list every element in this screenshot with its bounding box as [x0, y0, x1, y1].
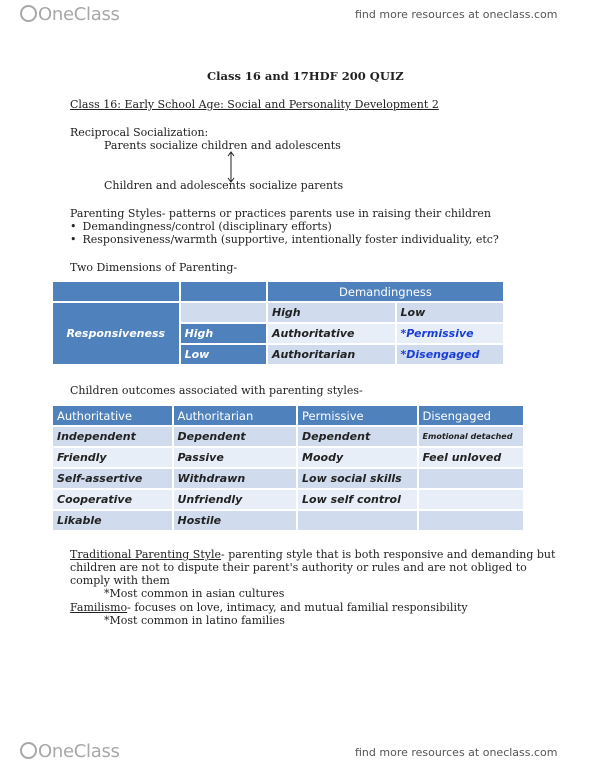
table-cell: Low self control: [298, 490, 417, 509]
col-header-permissive: Permissive: [298, 406, 417, 425]
table-row: [53, 469, 523, 488]
table-cell: Emotional detached: [419, 427, 523, 446]
table-cell: [53, 282, 179, 301]
table-cell: Cooperative: [53, 490, 172, 509]
dimensions-table: [51, 280, 505, 366]
traditional-line-1: Traditional Parenting Style- parenting style that is both responsive and demanding but: [70, 548, 556, 561]
class-heading: Class 16: Early School Age: Social and Personality Development 2: [70, 98, 439, 111]
parenting-styles-heading: Parenting Styles- patterns or practices parents use in raising their children: [70, 207, 491, 220]
traditional-line-2: children are not to dispute their parent's authority or rules and are not obliged to: [70, 561, 527, 574]
bullet-responsiveness: • Responsiveness/warmth (supportive, intentionally foster individuality, etc?: [70, 233, 499, 246]
reciprocal-heading: Reciprocal Socialization:: [70, 126, 209, 139]
table-row: [53, 282, 503, 301]
permissive-cell: *Permissive: [397, 324, 504, 343]
table-cell: Dependent: [298, 427, 417, 446]
responsiveness-header: Responsiveness: [53, 303, 179, 364]
table-cell: Withdrawn: [174, 469, 297, 488]
table-cell: Self-assertive: [53, 469, 172, 488]
two-dimensions-heading: Two Dimensions of Parenting-: [70, 261, 238, 274]
resp-high: High: [181, 324, 266, 343]
table-row: [53, 448, 523, 467]
table-cell: Unfriendly: [174, 490, 297, 509]
table-cell: [419, 490, 523, 509]
table-cell: Low social skills: [298, 469, 417, 488]
resp-low: Low: [181, 345, 266, 364]
demandingness-header: Demandingness: [268, 282, 503, 301]
table-row: [53, 490, 523, 509]
logo-ring-icon: [20, 5, 37, 22]
table-row: [53, 303, 503, 322]
table-cell: Dependent: [174, 427, 297, 446]
table-cell: Moody: [298, 448, 417, 467]
reciprocal-line-1: Parents socialize children and adolescents: [104, 139, 341, 152]
logo-ring-icon: [20, 742, 37, 759]
traditional-line-3: comply with them: [70, 574, 170, 587]
demand-high: High: [268, 303, 395, 322]
table-cell: Independent: [53, 427, 172, 446]
table-row: [53, 427, 523, 446]
table-row: [53, 511, 523, 530]
table-cell: Likable: [53, 511, 172, 530]
traditional-term: Traditional Parenting Style: [70, 548, 222, 561]
table-cell: [419, 469, 523, 488]
familismo-line: Familismo- focuses on love, intimacy, and mutual familial responsibility: [70, 601, 468, 614]
traditional-note: *Most common in asian cultures: [104, 587, 285, 600]
outcomes-heading: Children outcomes associated with parenting styles-: [70, 384, 363, 397]
header-link[interactable]: find more resources at oneclass.com: [355, 8, 558, 21]
col-header-authoritative: Authoritative: [53, 406, 172, 425]
table-cell: [181, 282, 266, 301]
footer-link[interactable]: find more resources at oneclass.com: [355, 746, 558, 759]
col-header-authoritarian: Authoritarian: [174, 406, 297, 425]
table-cell: Feel unloved: [419, 448, 523, 467]
authoritarian-cell: Authoritarian: [268, 345, 395, 364]
oneclass-logo-footer: OneClass: [20, 741, 120, 762]
demand-low: Low: [397, 303, 504, 322]
outcomes-table: [51, 404, 525, 532]
col-header-disengaged: Disengaged: [419, 406, 523, 425]
table-cell: [181, 303, 266, 322]
disengaged-cell: *Disengaged: [397, 345, 504, 364]
oneclass-logo: OneClass: [20, 4, 120, 25]
table-cell: Passive: [174, 448, 297, 467]
table-cell: Friendly: [53, 448, 172, 467]
table-cell: [298, 511, 417, 530]
familismo-term: Familismo: [70, 601, 128, 614]
authoritative-cell: Authoritative: [268, 324, 395, 343]
table-cell: Hostile: [174, 511, 297, 530]
page-title: Class 16 and 17HDF 200 QUIZ: [207, 69, 404, 83]
table-cell: [419, 511, 523, 530]
familismo-note: *Most common in latino families: [104, 614, 285, 627]
bullet-demandingness: • Demandingness/control (disciplinary efforts): [70, 220, 332, 233]
table-header-row: [53, 406, 523, 425]
reciprocal-line-2: Children and adolescents socialize parents: [104, 179, 344, 192]
